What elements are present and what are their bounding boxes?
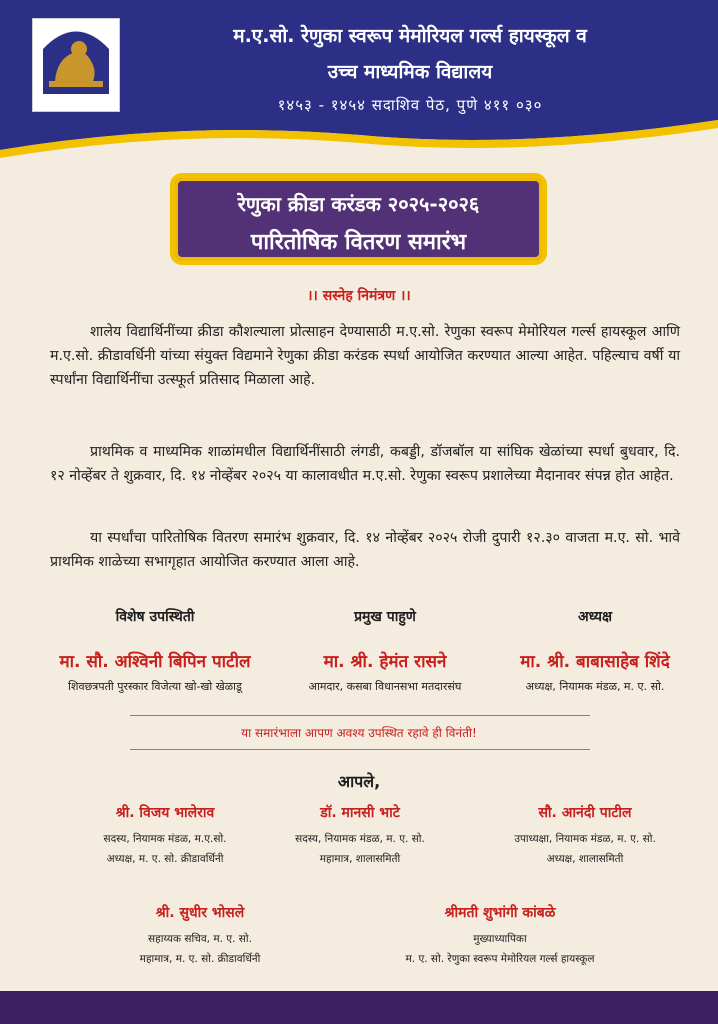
footer-band (0, 991, 718, 1024)
guest-desc-chief: आमदार, कसबा विधानसभा मतदारसंघ (308, 680, 462, 693)
school-name-line2: उच्च माध्यमिक विद्यालय (327, 61, 493, 83)
signatory-title: सहाय्यक सचिव, म. ए. सो. (148, 933, 252, 945)
guest-name-president: मा. श्री. बाबासाहेब शिंदे (520, 652, 670, 672)
divider-top (130, 715, 590, 716)
guest-name-chief: मा. श्री. हेमंत रासने (323, 652, 447, 672)
divider-bottom (130, 749, 590, 750)
signatory-title: म. ए. सो. रेणुका स्वरूप मेमोरियल गर्ल्स हायस्कूल (405, 953, 595, 965)
guest-role-chief: प्रमुख पाहुणे (354, 609, 416, 625)
signatory-title: अध्यक्ष, शालासमिती (546, 853, 624, 865)
signatory-title: सदस्य, नियामक मंडळ, म.ए.सो. (103, 833, 227, 845)
signatory-title: सदस्य, नियामक मंडळ, म. ए. सो. (295, 833, 425, 845)
paragraph-3: या स्पर्धांचा पारितोषिक वितरण समारंभ शुक्रवार, दि. १४ नोव्हेंबर २०२५ रोजी दुपारी १२.३० वाजता म.ए. सो. भावे प्राथमिक शाळेच्या सभागृहात आयोजित करण्यात आला आहे. (50, 530, 680, 570)
signatory-name: सौ. आनंदी पाटील (538, 805, 632, 821)
guest-role-special: विशेष उपस्थिती (115, 609, 195, 625)
attendance-request: या समारंभाला आपण अवश्य उपस्थित रहावे ही विनंती! (241, 726, 477, 740)
signatory-name: श्रीमती शुभांगी कांबळे (444, 905, 556, 921)
logo-caption (33, 97, 119, 104)
signatory-title: उपाध्यक्षा, नियामक मंडळ, म. ए. सो. (514, 833, 656, 845)
signatory-name: डॉ. मानसी भाटे (320, 805, 400, 821)
paragraph-1: शालेय विद्यार्थिनींच्या क्रीडा कौशल्याला प्रोत्साहन देण्यासाठी म.ए.सो. रेणुका स्वरूप मेमोरियल गर्ल्स हायस्कूल आणि म.ए.सो. क्रीडावर्धिनी यांच्या संयुक्त विद्यमाने रेणुका क्रीडा करंडक स्पर्धा आयोजित करण्यात आल्या आहेत. पहिल्याच वर्षी या स्पर्धांना विद्यार्थिनींचा उत्स्फूर्त प्रतिसाद मिळाला आहे. (50, 324, 680, 388)
school-address: १४५३ - १४५४ सदाशिव पेठ, पुणे ४११ ०३० (277, 96, 543, 114)
guest-role-president: अध्यक्ष (577, 609, 613, 625)
school-logo (32, 18, 120, 112)
guest-name-special: मा. सौ. अश्विनी बिपिन पाटील (59, 652, 251, 672)
header-banner (0, 0, 718, 160)
event-title-box (170, 173, 547, 265)
paragraph-2: प्राथमिक व माध्यमिक शाळांमधील विद्यार्थिनींसाठी लंगडी, कबड्डी, डॉजबॉल या सांघिक खेळांच्या स्पर्धा बुधवार, दि. १२ नोव्हेंबर ते शुक्रवार, दि. १४ नोव्हेंबर २०२५ या कालावधीत म.ए.सो. रेणुका स्वरूप प्रशालेच्या मैदानावर संपन्न होत आहेत. (50, 444, 680, 484)
event-subtitle: पारितोषिक वितरण समारंभ (250, 230, 467, 255)
signatory-name: श्री. विजय भालेराव (115, 805, 215, 821)
signatory-title: महामात्र, म. ए. सो. क्रीडावर्धिनी (139, 953, 261, 965)
school-name-line1: म.ए.सो. रेणुका स्वरूप मेमोरियल गर्ल्स हायस्कूल व (233, 25, 587, 47)
invitation-heading: ।। सस्नेह निमंत्रण ।। (307, 288, 411, 304)
closing-yours: आपले, (337, 772, 381, 791)
signatory-title: महामात्र, शालासमिती (319, 853, 401, 865)
guest-desc-president: अध्यक्ष, नियामक मंडळ, म. ए. सो. (525, 680, 665, 693)
guest-desc-special: शिवछत्रपती पुरस्कार विजेत्या खो-खो खेळाडू (68, 680, 242, 693)
event-title: रेणुका क्रीडा करंडक २०२५-२०२६ (237, 192, 480, 216)
signatory-title: मुख्याध्यापिका (473, 933, 527, 945)
signatory-title: अध्यक्ष, म. ए. सो. क्रीडावर्धिनी (106, 853, 224, 865)
signatory-name: श्री. सुधीर भोसले (155, 905, 245, 921)
